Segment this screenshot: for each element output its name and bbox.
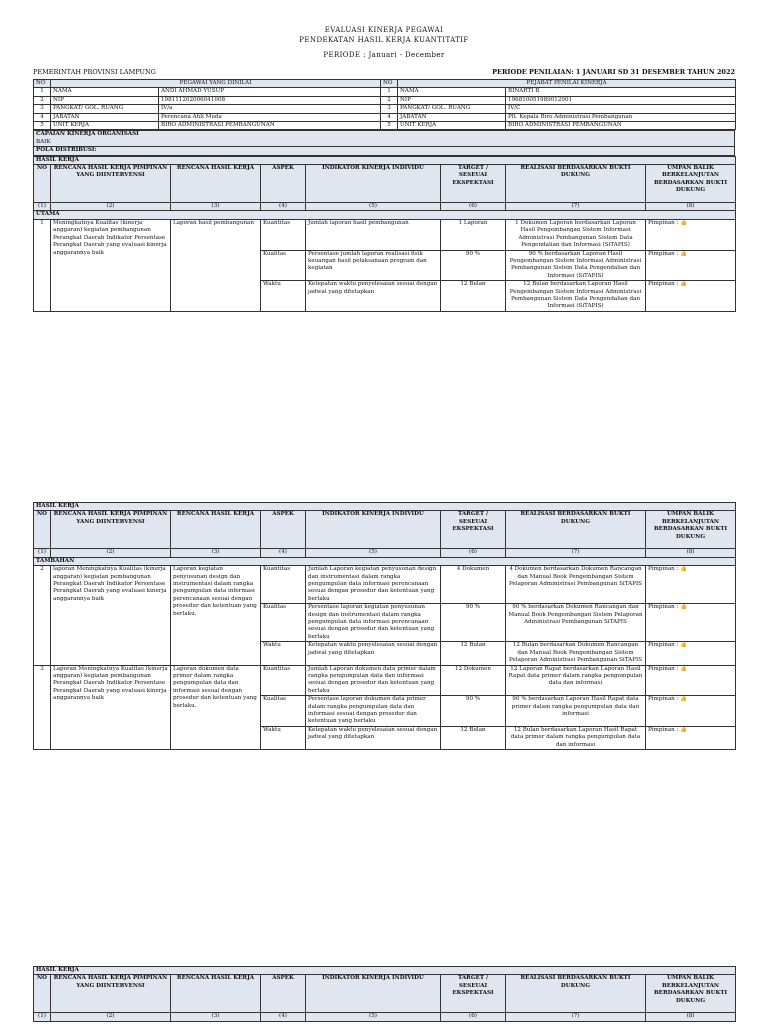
identity-row xyxy=(34,96,736,104)
item-indikator: Persentase jumlah laporan realisasi fisik keuangan hasil pelaksanaan program dan kegiatan xyxy=(306,250,441,281)
item-indikator: Ketepatan waktu penyelesaian sesuai dengan jadwal yang ditetapkan xyxy=(306,726,441,749)
table-row xyxy=(34,219,736,250)
col-indikator: INDIKATOR KINERJA INDIVIDU xyxy=(306,975,441,1013)
item-rhk: Laporan dokumen data primer dalam rangka pengumpulan data dan informasi sesuai dengan prosedur dan ketentuan yang berlaku. xyxy=(171,665,261,749)
item-aspek: Kualitas xyxy=(261,250,306,281)
col-aspek: ASPEK xyxy=(261,975,306,1013)
column-header-row xyxy=(34,975,736,1013)
col-no: NO xyxy=(34,511,51,549)
item-target: 90 % xyxy=(441,250,506,281)
periode-penilaian: PERIODE PENILAIAN: 1 JANUARI SD 31 DESEMBER TAHUN 2022 xyxy=(492,68,735,76)
identity-no: 1 xyxy=(34,88,51,96)
col-number: (6) xyxy=(441,203,506,211)
doc-periode: PERIODE : Januari - December xyxy=(323,51,445,59)
col-target: TARGET / SESEUAI EKSPEKTASI xyxy=(441,165,506,203)
col-rhk-pimpinan: RENCANA HASIL KERJA PIMPINAN YANG DIINTERVENSI xyxy=(51,165,171,203)
doc-subtitle: PENDEKATAN HASIL KERJA KUANTITATIF xyxy=(299,36,469,44)
item-umpan: Pimpinan : 👍 xyxy=(646,281,736,312)
item-realisasi: 90 % berdasarkan Dokumen Rancangan dan Manual Book Pengembangan Sistem Pelaporan Administrasi Pembangunan SiTAPIS xyxy=(506,604,646,642)
item-umpan: Pimpinan : 👍 xyxy=(646,665,736,696)
item-aspek: Kualitas xyxy=(261,696,306,727)
item-aspek: Kuantitas xyxy=(261,665,306,696)
item-indikator: Persentase laporan kegiatan penyusunan design dan instrumentasi dalam rangka pengumpulan data informasi perencanaan sesuai dengan prosedur dan ketentuan yang berlaku xyxy=(306,604,441,642)
table-row xyxy=(34,665,736,696)
identity-value-right: Plt. Kepala Biro Administrasi Pembangunan xyxy=(506,113,736,121)
identity-no-right: 4 xyxy=(381,113,398,121)
item-aspek: Kuantitas xyxy=(261,219,306,250)
item-realisasi: 1 Dokumen Laporan berdasarkan Laporan Hasil Pengembangan Sistem Informasi Administrasi Pembangunan Sistem Data Pengendalian dan Informasi (SiTAPIS) xyxy=(506,219,646,250)
item-indikator: Jumlah Laporan dokumen data primer dalam rangka pengumpulan data dan informasi sesuai dengan prosedur dan ketentuan yang berlaku xyxy=(306,665,441,696)
col-rhk-pimpinan: RENCANA HASIL KERJA PIMPINAN YANG DIINTERVENSI xyxy=(51,511,171,549)
col-number: (5) xyxy=(306,1013,441,1021)
identity-label: NAMA xyxy=(51,88,159,96)
identity-no-head-right: NO xyxy=(381,80,398,88)
col-number: (6) xyxy=(441,549,506,557)
item-umpan: Pimpinan : 👍 xyxy=(646,604,736,642)
col-realisasi: REALISASI BERDASARKAN BUKTI DUKUNG xyxy=(506,165,646,203)
identity-no: 3 xyxy=(34,105,51,113)
identity-label: JABATAN xyxy=(51,113,159,121)
col-rhk-pimpinan: RENCANA HASIL KERJA PIMPINAN YANG DIINTERVENSI xyxy=(51,975,171,1013)
item-realisasi: 12 Laporan Rapat berdasarkan Laporan Hasil Rapat data primer dalam rangka pengumpulan data dan informasi xyxy=(506,665,646,696)
col-umpan: UMPAN BALIK BERKELANJUTAN BERDASARKAN BUKTI DUKUNG xyxy=(646,975,736,1013)
hasil-kerja-table-1 xyxy=(33,156,736,312)
identity-value-right: 196810051989012001 xyxy=(506,96,736,104)
capaian-value: BAIK xyxy=(36,138,51,145)
col-rhk: RENCANA HASIL KERJA xyxy=(171,975,261,1013)
item-realisasi: 12 Bulan berdasarkan Dokumen Rancangan dan Manual Book Pengembangan Sistem Pelaporan Administrasi Pembangunan SiTAPIS xyxy=(506,642,646,665)
col-number: (1) xyxy=(34,549,51,557)
identity-value: 198111202006041008 xyxy=(159,96,381,104)
item-aspek: Kualitas xyxy=(261,604,306,642)
pegawai-dinilai-head: PEGAWAI YANG DINILAI xyxy=(51,80,381,88)
col-number: (8) xyxy=(646,203,736,211)
item-target: 12 Bulan xyxy=(441,281,506,312)
item-umpan: Pimpinan : 👍 xyxy=(646,726,736,749)
hasil-kerja-table-2 xyxy=(33,502,736,750)
col-number: (4) xyxy=(261,1013,306,1021)
item-target: 12 Bulan xyxy=(441,726,506,749)
pejabat-penilai-head: PEJABAT PENILAI KINERJA xyxy=(398,80,736,88)
item-rhk: Laporan hasil pembangunan xyxy=(171,219,261,311)
item-umpan: Pimpinan : 👍 xyxy=(646,696,736,727)
col-number: (5) xyxy=(306,549,441,557)
identity-row xyxy=(34,105,736,113)
item-no: 1 xyxy=(34,219,51,311)
col-number: (5) xyxy=(306,203,441,211)
page-2 xyxy=(33,502,735,750)
item-aspek: Waktu xyxy=(261,726,306,749)
item-realisasi: 12 Bulan berdasarkan Laporan Hasil Rapat data primer dalam rangka pengumpulan data dan informasi xyxy=(506,726,646,749)
identity-value-right: IV/C xyxy=(506,105,736,113)
item-umpan: Pimpinan : 👍 xyxy=(646,566,736,604)
page-1 xyxy=(33,25,735,312)
identity-label: UNIT KERJA xyxy=(51,122,159,130)
identity-row xyxy=(34,88,736,96)
identity-value: ANDI AHMAD YUSUP xyxy=(159,88,381,96)
item-aspek: Kuantitas xyxy=(261,566,306,604)
item-rhk-pimpinan: Meningkatnya Kualitas (kinerja anggaran) kegiatan pembangunan Perangkat Daerah Indikator Persentase Perangkat Daerah yang evaluasi kinerja anggarannya baik xyxy=(51,219,171,311)
col-number: (3) xyxy=(171,203,261,211)
item-indikator: Jumlah laporan hasil pembangunan xyxy=(306,219,441,250)
col-target: TARGET / SESEUAI EKSPEKTASI xyxy=(441,975,506,1013)
identity-no-right: 2 xyxy=(381,96,398,104)
table-row xyxy=(34,566,736,604)
identity-no-right: 1 xyxy=(381,88,398,96)
col-number: (8) xyxy=(646,549,736,557)
col-number: (7) xyxy=(506,203,646,211)
instansi-label: PEMERINTAH PROVINSI LAMPUNG xyxy=(33,68,156,76)
column-header-row xyxy=(34,511,736,549)
item-no: 3 xyxy=(34,665,51,749)
item-no: 2 xyxy=(34,566,51,665)
col-number: (1) xyxy=(34,1013,51,1021)
col-indikator: INDIKATOR KINERJA INDIVIDU xyxy=(306,165,441,203)
col-umpan: UMPAN BALIK BERKELANJUTAN BERDASARKAN BUKTI DUKUNG xyxy=(646,165,736,203)
col-umpan: UMPAN BALIK BERKELANJUTAN BERDASARKAN BUKTI DUKUNG xyxy=(646,511,736,549)
identity-label-right: JABATAN xyxy=(398,113,506,121)
col-number: (2) xyxy=(51,549,171,557)
identity-label: NIP xyxy=(51,96,159,104)
col-number: (7) xyxy=(506,1013,646,1021)
col-target: TARGET / SESEUAI EKSPEKTASI xyxy=(441,511,506,549)
identity-label-right: NIP xyxy=(398,96,506,104)
identity-no: 4 xyxy=(34,113,51,121)
item-aspek: Waktu xyxy=(261,642,306,665)
hasil-kerja-label: HASIL KERJA xyxy=(34,967,736,975)
identity-row xyxy=(34,113,736,121)
item-realisasi: 12 Bulan berdasarkan Laporan Hasil Pengembangan Sistem Informasi Administrasi Pembangunan Sistem Data Pengendalian dan Informasi (SiTAPIS) xyxy=(506,281,646,312)
page-3 xyxy=(33,966,735,1022)
item-rhk: Laporan kegiatan penyusunan design dan instrumentasi dalam rangka pengumpulan data informasi perencanaan sesuai dengan prosedur dan ketentuan yang berlaku. xyxy=(171,566,261,665)
hasil-kerja-label: HASIL KERJA xyxy=(34,156,736,164)
identity-value: IV/a xyxy=(159,105,381,113)
col-realisasi: REALISASI BERDASARKAN BUKTI DUKUNG xyxy=(506,975,646,1013)
identity-value-right: BINARTI B xyxy=(506,88,736,96)
col-number: (4) xyxy=(261,203,306,211)
col-no: NO xyxy=(34,975,51,1013)
identity-no-head: NO xyxy=(34,80,51,88)
section-label: UTAMA xyxy=(34,211,736,219)
item-indikator: Ketepatan waktu penyelesaian sesuai dengan jadwal yang ditetapkan xyxy=(306,281,441,312)
col-number: (3) xyxy=(171,1013,261,1021)
col-aspek: ASPEK xyxy=(261,511,306,549)
col-aspek: ASPEK xyxy=(261,165,306,203)
hasil-kerja-table-3 xyxy=(33,966,736,1022)
item-rhk-pimpinan: Laporan Meningkatnya Kualitas (kinerja anggaran) kegiatan pembangunan Perangkat Daerah Indikator Persentase Perangkat Daerah yang evaluasi kinerja anggarannya baik xyxy=(51,665,171,749)
item-target: 90 % xyxy=(441,696,506,727)
identity-no-right: 5 xyxy=(381,122,398,130)
col-indikator: INDIKATOR KINERJA INDIVIDU xyxy=(306,511,441,549)
item-indikator: Persentase laporan dokumen data primer dalam rangka pengumpulan data dan informasi sesuai dengan prosedur dan ketentuan yang berlaku xyxy=(306,696,441,727)
item-target: 12 Dokumen xyxy=(441,665,506,696)
identity-label-right: PANGKAT/ GOL. RUANG xyxy=(398,105,506,113)
col-number: (3) xyxy=(171,549,261,557)
capaian-label: CAPAIAN KINERJA ORGANISASI BAIK xyxy=(34,131,735,147)
col-rhk: RENCANA HASIL KERJA xyxy=(171,165,261,203)
col-number: (1) xyxy=(34,203,51,211)
col-number: (2) xyxy=(51,1013,171,1021)
pola-distribusi: POLA DISTRIBUSI: xyxy=(34,147,735,155)
identity-row xyxy=(34,122,736,130)
col-number: (2) xyxy=(51,203,171,211)
item-aspek: Waktu xyxy=(261,281,306,312)
col-number: (6) xyxy=(441,1013,506,1021)
identity-no: 2 xyxy=(34,96,51,104)
col-number: (7) xyxy=(506,549,646,557)
identity-label-right: NAMA xyxy=(398,88,506,96)
identity-no: 5 xyxy=(34,122,51,130)
identity-value-right: BIRO ADMINISTRASI PEMBANGUNAN xyxy=(506,122,736,130)
doc-title: EVALUASI KINERJA PEGAWAI xyxy=(324,26,444,34)
column-header-row xyxy=(34,165,736,203)
item-umpan: Pimpinan : 👍 xyxy=(646,219,736,250)
item-rhk-pimpinan: laporan Meningkatnya Kualitas (kinerja anggaran) kegiatan pembangunan Perangkat Daerah Indikator Persentase Perangkat Daerah yang evaluasi kinerja anggarannya baik xyxy=(51,566,171,665)
col-number: (4) xyxy=(261,549,306,557)
item-realisasi: 4 Dokumen berdasarkan Dokumen Rancangan dan Manual Book Pengembangan Sistem Pelaporan Administrasi Pembangunan SiTAPIS xyxy=(506,566,646,604)
item-target: 4 Dokumen xyxy=(441,566,506,604)
item-target: 1 Laporan xyxy=(441,219,506,250)
item-umpan: Pimpinan : 👍 xyxy=(646,642,736,665)
col-rhk: RENCANA HASIL KERJA xyxy=(171,511,261,549)
item-target: 90 % xyxy=(441,604,506,642)
item-realisasi: 90 % berdasarkan Laporan Hasil Pengembangan Sistem Informasi Administrasi Pembangunan Sistem Data Pengendalian dan Informasi (SiTAPIS) xyxy=(506,250,646,281)
item-target: 12 Bulan xyxy=(441,642,506,665)
section-label: TAMBAHAN xyxy=(34,557,736,565)
col-realisasi: REALISASI BERDASARKAN BUKTI DUKUNG xyxy=(506,511,646,549)
identity-value: Perencana Ahli Muda xyxy=(159,113,381,121)
hasil-kerja-label: HASIL KERJA xyxy=(34,503,736,511)
item-indikator: Ketepatan waktu penyelesaian sesuai dengan jadwal yang ditetapkan xyxy=(306,642,441,665)
col-number: (8) xyxy=(646,1013,736,1021)
identity-label: PANGKAT/ GOL. RUANG xyxy=(51,105,159,113)
capaian-table xyxy=(33,130,735,155)
item-umpan: Pimpinan : 👍 xyxy=(646,250,736,281)
item-indikator: Jumlah Laporan kegiatan penyusunan design dan instrumentasi dalam rangka pengumpulan data informasi perencanaan sesuai dengan prosedur dan ketentuan yang berlaku xyxy=(306,566,441,604)
identity-value: BIRO ADMINISTRASI PEMBANGUNAN xyxy=(159,122,381,130)
identity-table xyxy=(33,79,736,130)
identity-label-right: UNIT KERJA xyxy=(398,122,506,130)
item-realisasi: 90 % berdasarkan Laporan Hasil Rapat data primer dalam rangka pengumpulan data dan informasi xyxy=(506,696,646,727)
identity-no-right: 3 xyxy=(381,105,398,113)
col-no: NO xyxy=(34,165,51,203)
